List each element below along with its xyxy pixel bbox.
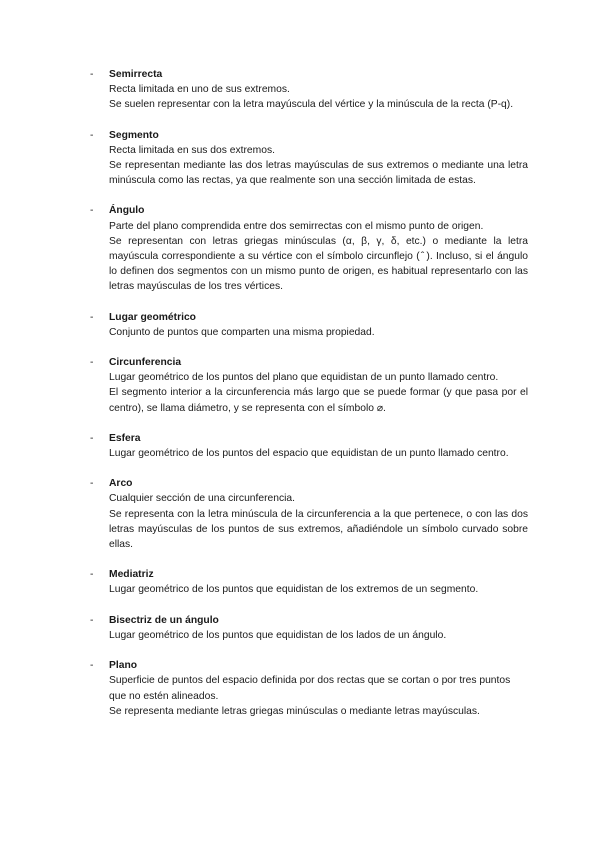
term-heading: Ángulo — [109, 205, 145, 217]
entry-lugar-geometrico — [90, 310, 528, 340]
entry-mediatriz — [90, 567, 528, 597]
bullet-dash: - — [90, 69, 94, 80]
representation-text: Se representan con letras griegas minúsculas (α, β, γ, δ, etc.) o mediante la letra mayúscula correspondiente a su vértice con el símbolo circunflejo ( ̂ ). Incluso, si el ángulo lo definen dos segmentos con un mismo punto de origen, es habitual representarlo con las letras mayúsculas de los tres vértices. — [109, 235, 528, 293]
entry-bisectriz — [90, 613, 528, 643]
bullet-dash: - — [90, 660, 94, 672]
definition-text: Recta limitada en sus dos extremos. — [109, 144, 275, 156]
entry-segmento — [90, 128, 528, 189]
definition-text: Lugar geométrico de los puntos que equidistan de los extremos de un segmento. — [109, 584, 479, 596]
term-heading: Lugar geométrico — [109, 311, 196, 323]
term-heading: Segmento — [109, 129, 159, 141]
definition-text: Lugar geométrico de los puntos del plano que equidistan de un punto llamado centro. — [109, 372, 499, 384]
term-heading: Bisectriz de un ángulo — [109, 614, 219, 626]
bullet-dash: - — [90, 205, 94, 217]
entry-esfera — [90, 431, 528, 461]
representation-text: Se suelen representar con la letra mayúscula del vértice y la minúscula de la recta (P-q). — [109, 99, 514, 111]
definition-text: Superficie de puntos del espacio definida por dos rectas que se cortan o por tres puntos que no estén alineados. — [109, 675, 511, 702]
definition-text: Lugar geométrico de los puntos del espacio que equidistan de un punto llamado centro. — [109, 448, 509, 460]
entry-plano — [90, 658, 528, 719]
definition-text: Parte del plano comprendida entre dos semirrectas con el mismo punto de origen. — [109, 220, 484, 232]
definition-list — [90, 67, 528, 734]
bullet-dash: - — [90, 478, 94, 490]
term-heading: Semirrecta — [109, 69, 163, 80]
bullet-dash: - — [90, 432, 94, 444]
entry-arco — [90, 476, 528, 552]
entry-circunferencia — [90, 355, 528, 416]
bullet-dash: - — [90, 569, 94, 581]
term-heading: Arco — [109, 478, 133, 490]
definition-text: Recta limitada en uno de sus extremos. — [109, 84, 290, 96]
term-heading: Plano — [109, 660, 138, 672]
definition-text: Lugar geométrico de los puntos que equidistan de los lados de un ángulo. — [109, 629, 447, 641]
entry-semirrecta — [90, 67, 528, 113]
representation-text: Se representa mediante letras griegas minúsculas o mediante letras mayúsculas. — [109, 705, 480, 717]
bullet-dash: - — [90, 311, 94, 323]
definition-text: Conjunto de puntos que comparten una misma propiedad. — [109, 326, 375, 338]
representation-text: Se representa con la letra minúscula de la circunferencia a la que pertenece, o con las dos letras mayúsculas de los puntos de sus extremos, añadiéndole un símbolo curvado sobre ellas. — [109, 508, 528, 551]
bullet-dash: - — [90, 357, 94, 369]
term-heading: Mediatriz — [109, 569, 154, 581]
representation-text: Se representan mediante las dos letras mayúsculas de sus extremos o mediante una letra minúscula como las rectas, ya que realmente son una sección limitada de estas. — [109, 160, 528, 187]
bullet-dash: - — [90, 614, 94, 626]
representation-text: El segmento interior a la circunferencia más largo que se puede formar (y que pasa por el centro), se llama diámetro, y se representa con el símbolo ⌀. — [109, 387, 528, 414]
term-heading: Esfera — [109, 432, 141, 444]
definition-text: Cualquier sección de una circunferencia. — [109, 493, 296, 505]
bullet-dash: - — [90, 129, 94, 141]
term-heading: Circunferencia — [109, 357, 182, 369]
entry-angulo — [90, 203, 528, 294]
